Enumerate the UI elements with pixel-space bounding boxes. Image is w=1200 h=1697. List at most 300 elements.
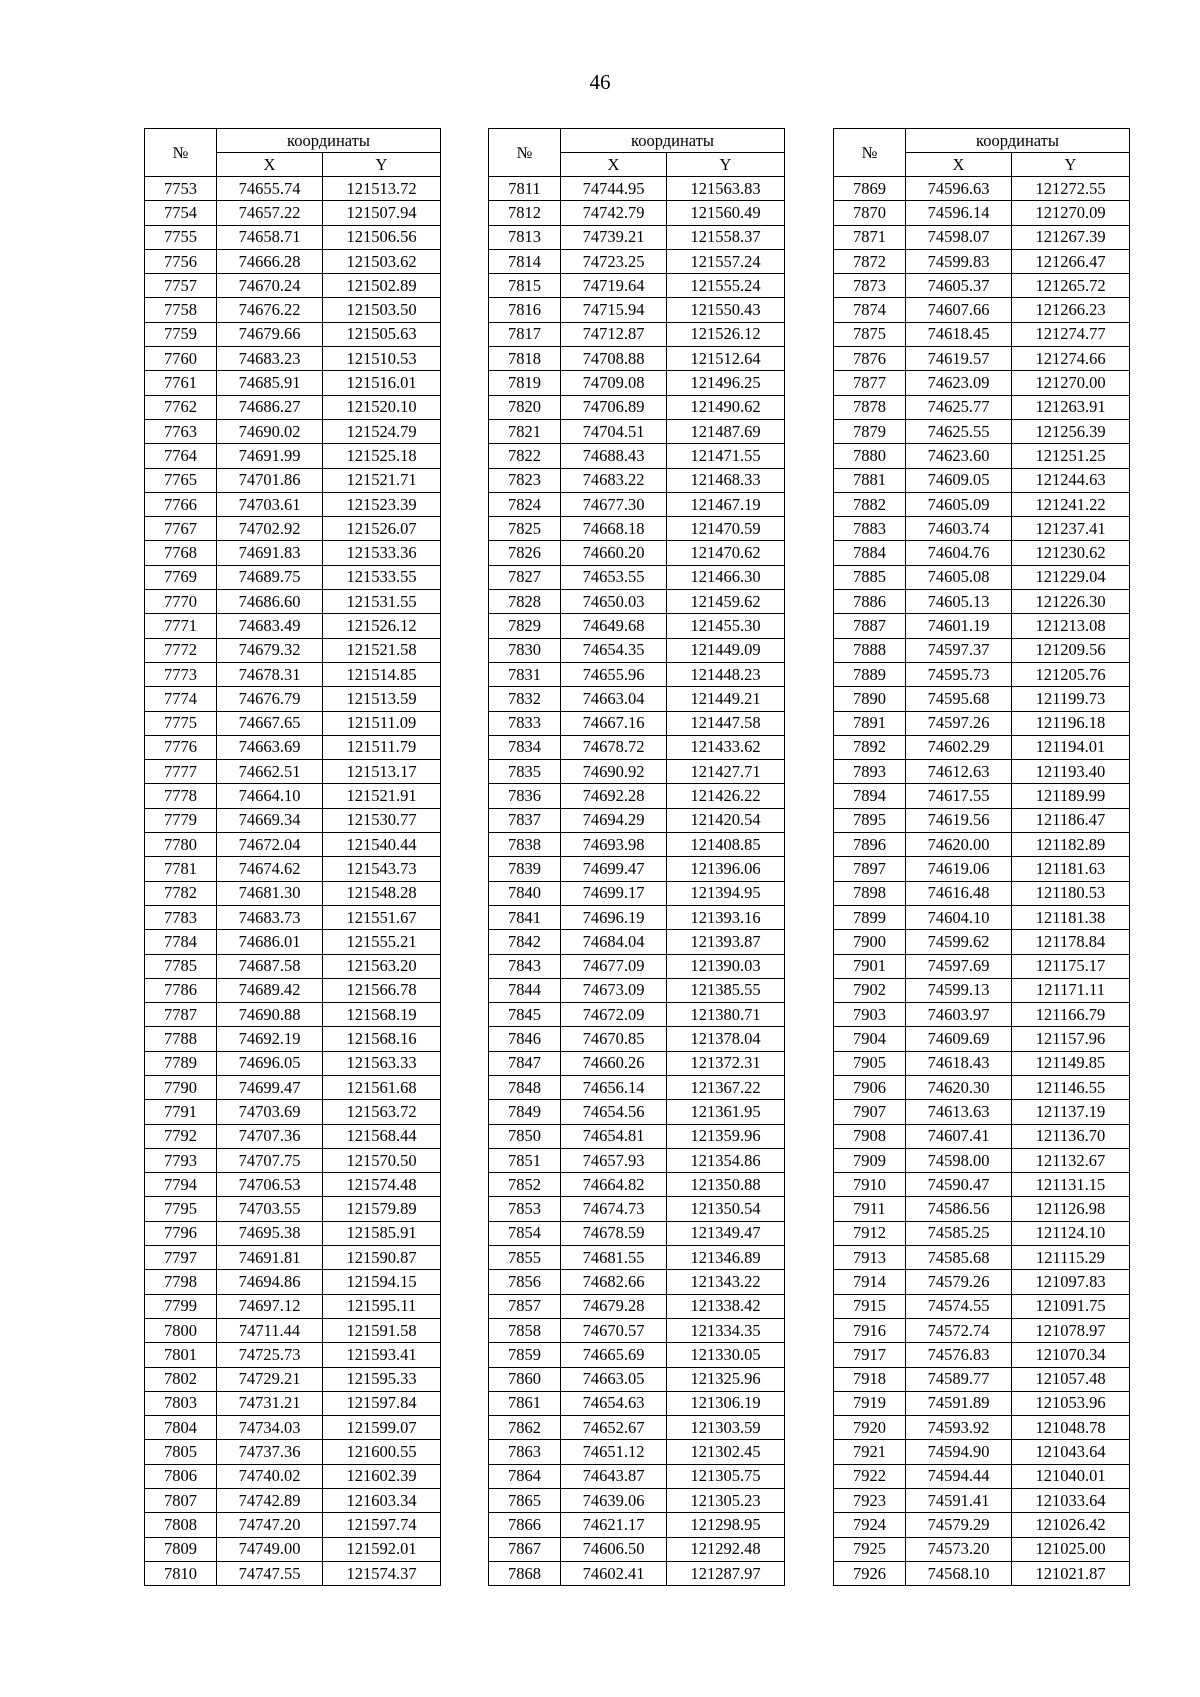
- x-coordinate-cell: 74666.28: [217, 249, 323, 273]
- point-number-cell: 7868: [489, 1561, 561, 1585]
- table-row: [489, 225, 785, 249]
- table-row: [145, 833, 441, 857]
- x-coordinate-cell: 74619.06: [906, 857, 1012, 881]
- table-row: [145, 468, 441, 492]
- point-number-cell: 7859: [489, 1343, 561, 1367]
- point-number-cell: 7838: [489, 833, 561, 857]
- table-row: [834, 249, 1130, 273]
- x-coordinate-cell: 74619.56: [906, 808, 1012, 832]
- table-row: [489, 1197, 785, 1221]
- point-number-cell: 7879: [834, 419, 906, 443]
- point-number-cell: 7774: [145, 687, 217, 711]
- table-row: [489, 565, 785, 589]
- table-row: [489, 1367, 785, 1391]
- table-row: [834, 808, 1130, 832]
- table-row: [145, 565, 441, 589]
- table-row: [145, 201, 441, 225]
- y-coordinate-cell: 121272.55: [1012, 177, 1130, 201]
- point-number-cell: 7924: [834, 1513, 906, 1537]
- table-row: [489, 1489, 785, 1513]
- table-row: [834, 1051, 1130, 1075]
- y-header: Y: [1012, 153, 1130, 177]
- table-row: [489, 1221, 785, 1245]
- y-coordinate-cell: 121505.63: [323, 322, 441, 346]
- y-coordinate-cell: 121471.55: [667, 444, 785, 468]
- point-number-cell: 7789: [145, 1051, 217, 1075]
- table-row: [145, 638, 441, 662]
- table-row: [489, 881, 785, 905]
- y-coordinate-cell: 121303.59: [667, 1416, 785, 1440]
- x-coordinate-cell: 74649.68: [561, 614, 667, 638]
- table-row: [145, 1367, 441, 1391]
- table-row: [489, 1027, 785, 1051]
- point-number-cell: 7872: [834, 249, 906, 273]
- point-number-cell: 7768: [145, 541, 217, 565]
- x-coordinate-cell: 74729.21: [217, 1367, 323, 1391]
- point-number-cell: 7888: [834, 638, 906, 662]
- x-coordinate-cell: 74672.09: [561, 1003, 667, 1027]
- point-number-cell: 7864: [489, 1464, 561, 1488]
- x-coordinate-cell: 74589.77: [906, 1367, 1012, 1391]
- coordinates-table-2: [488, 128, 785, 1586]
- point-number-cell: 7867: [489, 1537, 561, 1561]
- point-number-cell: 7842: [489, 930, 561, 954]
- table-row: [145, 274, 441, 298]
- table-row: [834, 662, 1130, 686]
- x-coordinate-cell: 74707.36: [217, 1124, 323, 1148]
- y-coordinate-cell: 121521.71: [323, 468, 441, 492]
- table-row: [834, 1440, 1130, 1464]
- y-coordinate-cell: 121599.07: [323, 1416, 441, 1440]
- x-coordinate-cell: 74704.51: [561, 419, 667, 443]
- y-coordinate-cell: 121540.44: [323, 833, 441, 857]
- x-coordinate-cell: 74740.02: [217, 1464, 323, 1488]
- y-coordinate-cell: 121136.70: [1012, 1124, 1130, 1148]
- x-coordinate-cell: 74594.44: [906, 1464, 1012, 1488]
- table-row: [145, 444, 441, 468]
- x-coordinate-cell: 74676.22: [217, 298, 323, 322]
- y-coordinate-cell: 121597.74: [323, 1513, 441, 1537]
- point-number-cell: 7758: [145, 298, 217, 322]
- y-coordinate-cell: 121574.48: [323, 1173, 441, 1197]
- point-number-cell: 7863: [489, 1440, 561, 1464]
- x-header: X: [561, 153, 667, 177]
- point-number-cell: 7807: [145, 1489, 217, 1513]
- y-coordinate-cell: 121380.71: [667, 1003, 785, 1027]
- point-number-cell: 7847: [489, 1051, 561, 1075]
- y-coordinate-cell: 121361.95: [667, 1100, 785, 1124]
- y-coordinate-cell: 121350.88: [667, 1173, 785, 1197]
- point-number-cell: 7799: [145, 1294, 217, 1318]
- x-coordinate-cell: 74668.18: [561, 517, 667, 541]
- y-coordinate-cell: 121590.87: [323, 1246, 441, 1270]
- y-coordinate-cell: 121523.39: [323, 492, 441, 516]
- x-coordinate-cell: 74681.55: [561, 1246, 667, 1270]
- point-number-cell: 7901: [834, 954, 906, 978]
- y-coordinate-cell: 121525.18: [323, 444, 441, 468]
- x-coordinate-cell: 74596.63: [906, 177, 1012, 201]
- y-coordinate-cell: 121199.73: [1012, 687, 1130, 711]
- y-coordinate-cell: 121551.67: [323, 905, 441, 929]
- table-row: [489, 590, 785, 614]
- y-coordinate-cell: 121266.47: [1012, 249, 1130, 273]
- x-coordinate-cell: 74678.72: [561, 735, 667, 759]
- y-coordinate-cell: 121543.73: [323, 857, 441, 881]
- table-row: [489, 347, 785, 371]
- x-coordinate-cell: 74639.06: [561, 1489, 667, 1513]
- y-coordinate-cell: 121325.96: [667, 1367, 785, 1391]
- x-coordinate-cell: 74594.90: [906, 1440, 1012, 1464]
- y-coordinate-cell: 121171.11: [1012, 978, 1130, 1002]
- y-coordinate-cell: 121251.25: [1012, 444, 1130, 468]
- point-number-cell: 7841: [489, 905, 561, 929]
- y-coordinate-cell: 121470.59: [667, 517, 785, 541]
- y-coordinate-cell: 121270.00: [1012, 371, 1130, 395]
- table-row: [145, 784, 441, 808]
- table-row: [489, 322, 785, 346]
- point-number-cell: 7777: [145, 760, 217, 784]
- y-coordinate-cell: 121503.50: [323, 298, 441, 322]
- table-row: [834, 322, 1130, 346]
- x-coordinate-cell: 74576.83: [906, 1343, 1012, 1367]
- table-row: [834, 225, 1130, 249]
- y-coordinate-cell: 121305.23: [667, 1489, 785, 1513]
- table-row: [145, 808, 441, 832]
- table-row: [145, 1221, 441, 1245]
- x-coordinate-cell: 74734.03: [217, 1416, 323, 1440]
- y-coordinate-cell: 121408.85: [667, 833, 785, 857]
- x-coordinate-cell: 74679.32: [217, 638, 323, 662]
- y-coordinate-cell: 121449.09: [667, 638, 785, 662]
- y-coordinate-cell: 121048.78: [1012, 1416, 1130, 1440]
- y-header: Y: [667, 153, 785, 177]
- point-number-cell: 7904: [834, 1027, 906, 1051]
- table-row: [489, 954, 785, 978]
- point-number-cell: 7877: [834, 371, 906, 395]
- y-coordinate-cell: 121526.12: [323, 614, 441, 638]
- table-row: [145, 1561, 441, 1585]
- x-coordinate-cell: 74599.13: [906, 978, 1012, 1002]
- y-coordinate-cell: 121166.79: [1012, 1003, 1130, 1027]
- y-coordinate-cell: 121448.23: [667, 662, 785, 686]
- table-row: [489, 541, 785, 565]
- table-row: [145, 1416, 441, 1440]
- table-row: [834, 930, 1130, 954]
- table-row: [145, 881, 441, 905]
- point-number-cell: 7833: [489, 711, 561, 735]
- x-header: X: [906, 153, 1012, 177]
- point-number-cell: 7884: [834, 541, 906, 565]
- table-row: [145, 1294, 441, 1318]
- x-coordinate-cell: 74663.69: [217, 735, 323, 759]
- table-row: [834, 177, 1130, 201]
- point-number-cell: 7862: [489, 1416, 561, 1440]
- x-coordinate-cell: 74744.95: [561, 177, 667, 201]
- x-coordinate-cell: 74573.20: [906, 1537, 1012, 1561]
- point-number-cell: 7875: [834, 322, 906, 346]
- table-row: [489, 517, 785, 541]
- x-coordinate-cell: 74654.63: [561, 1391, 667, 1415]
- x-coordinate-cell: 74660.26: [561, 1051, 667, 1075]
- table-row: [834, 687, 1130, 711]
- x-coordinate-cell: 74686.60: [217, 590, 323, 614]
- point-number-cell: 7819: [489, 371, 561, 395]
- table-row: [834, 1464, 1130, 1488]
- point-number-cell: 7813: [489, 225, 561, 249]
- y-coordinate-cell: 121237.41: [1012, 517, 1130, 541]
- y-coordinate-cell: 121378.04: [667, 1027, 785, 1051]
- y-coordinate-cell: 121487.69: [667, 419, 785, 443]
- y-coordinate-cell: 121390.03: [667, 954, 785, 978]
- x-coordinate-cell: 74688.43: [561, 444, 667, 468]
- x-coordinate-cell: 74691.81: [217, 1246, 323, 1270]
- y-coordinate-cell: 121466.30: [667, 565, 785, 589]
- x-coordinate-cell: 74602.29: [906, 735, 1012, 759]
- point-number-cell: 7767: [145, 517, 217, 541]
- y-coordinate-cell: 121070.34: [1012, 1343, 1130, 1367]
- y-coordinate-cell: 121354.86: [667, 1148, 785, 1172]
- y-coordinate-cell: 121196.18: [1012, 711, 1130, 735]
- point-number-cell: 7889: [834, 662, 906, 686]
- x-coordinate-cell: 74605.09: [906, 492, 1012, 516]
- x-coordinate-cell: 74663.05: [561, 1367, 667, 1391]
- y-coordinate-cell: 121186.47: [1012, 808, 1130, 832]
- point-number-cell: 7856: [489, 1270, 561, 1294]
- point-number-cell: 7876: [834, 347, 906, 371]
- table-row: [145, 687, 441, 711]
- table-row: [489, 1537, 785, 1561]
- x-coordinate-cell: 74599.83: [906, 249, 1012, 273]
- y-coordinate-cell: 121097.83: [1012, 1270, 1130, 1294]
- coordinates-header: координаты: [561, 129, 785, 153]
- y-coordinate-cell: 121514.85: [323, 662, 441, 686]
- point-number-cell: 7830: [489, 638, 561, 662]
- x-coordinate-cell: 74591.41: [906, 1489, 1012, 1513]
- y-coordinate-cell: 121516.01: [323, 371, 441, 395]
- y-coordinate-cell: 121503.62: [323, 249, 441, 273]
- x-coordinate-cell: 74686.01: [217, 930, 323, 954]
- point-number-cell: 7857: [489, 1294, 561, 1318]
- y-coordinate-cell: 121511.79: [323, 735, 441, 759]
- y-coordinate-cell: 121591.58: [323, 1318, 441, 1342]
- table-row: [834, 614, 1130, 638]
- point-number-cell: 7883: [834, 517, 906, 541]
- x-coordinate-cell: 74597.26: [906, 711, 1012, 735]
- y-coordinate-cell: 121213.08: [1012, 614, 1130, 638]
- x-coordinate-cell: 74672.04: [217, 833, 323, 857]
- table-row: [145, 517, 441, 541]
- x-coordinate-cell: 74591.89: [906, 1391, 1012, 1415]
- point-number-cell: 7908: [834, 1124, 906, 1148]
- y-coordinate-cell: 121563.20: [323, 954, 441, 978]
- x-coordinate-cell: 74665.69: [561, 1343, 667, 1367]
- point-number-cell: 7885: [834, 565, 906, 589]
- x-coordinate-cell: 74674.73: [561, 1197, 667, 1221]
- table-row: [834, 274, 1130, 298]
- y-coordinate-cell: 121346.89: [667, 1246, 785, 1270]
- y-coordinate-cell: 121302.45: [667, 1440, 785, 1464]
- point-number-cell: 7853: [489, 1197, 561, 1221]
- x-coordinate-cell: 74601.19: [906, 614, 1012, 638]
- y-coordinate-cell: 121490.62: [667, 395, 785, 419]
- x-coordinate-cell: 74579.26: [906, 1270, 1012, 1294]
- y-coordinate-cell: 121385.55: [667, 978, 785, 1002]
- point-number-cell: 7922: [834, 1464, 906, 1488]
- x-coordinate-cell: 74701.86: [217, 468, 323, 492]
- y-coordinate-cell: 121343.22: [667, 1270, 785, 1294]
- y-coordinate-cell: 121298.95: [667, 1513, 785, 1537]
- point-number-cell: 7825: [489, 517, 561, 541]
- x-coordinate-cell: 74596.14: [906, 201, 1012, 225]
- x-coordinate-cell: 74604.76: [906, 541, 1012, 565]
- x-coordinate-cell: 74572.74: [906, 1318, 1012, 1342]
- table-row: [834, 1513, 1130, 1537]
- point-number-cell: 7902: [834, 978, 906, 1002]
- point-number-cell: 7850: [489, 1124, 561, 1148]
- y-coordinate-cell: 121181.38: [1012, 905, 1130, 929]
- y-coordinate-cell: 121426.22: [667, 784, 785, 808]
- x-coordinate-cell: 74654.81: [561, 1124, 667, 1148]
- point-number-cell: 7794: [145, 1173, 217, 1197]
- point-number-cell: 7759: [145, 322, 217, 346]
- y-coordinate-cell: 121433.62: [667, 735, 785, 759]
- table-row: [834, 444, 1130, 468]
- x-coordinate-cell: 74692.19: [217, 1027, 323, 1051]
- y-coordinate-cell: 121306.19: [667, 1391, 785, 1415]
- point-number-cell: 7920: [834, 1416, 906, 1440]
- point-number-cell: 7817: [489, 322, 561, 346]
- y-coordinate-cell: 121513.59: [323, 687, 441, 711]
- y-coordinate-cell: 121394.95: [667, 881, 785, 905]
- x-coordinate-cell: 74689.75: [217, 565, 323, 589]
- table-row: [145, 419, 441, 443]
- x-coordinate-cell: 74723.25: [561, 249, 667, 273]
- table-row: [834, 638, 1130, 662]
- x-coordinate-cell: 74595.68: [906, 687, 1012, 711]
- x-coordinate-cell: 74694.86: [217, 1270, 323, 1294]
- y-coordinate-cell: 121560.49: [667, 201, 785, 225]
- coordinates-table-3: [833, 128, 1130, 1586]
- y-coordinate-cell: 121043.64: [1012, 1440, 1130, 1464]
- y-coordinate-cell: 121137.19: [1012, 1100, 1130, 1124]
- point-number-cell: 7915: [834, 1294, 906, 1318]
- x-coordinate-cell: 74597.37: [906, 638, 1012, 662]
- x-coordinate-cell: 74719.64: [561, 274, 667, 298]
- point-number-cell: 7912: [834, 1221, 906, 1245]
- point-number-cell: 7786: [145, 978, 217, 1002]
- point-number-cell: 7773: [145, 662, 217, 686]
- table-row: [834, 1100, 1130, 1124]
- point-number-cell: 7895: [834, 808, 906, 832]
- y-coordinate-cell: 121561.68: [323, 1075, 441, 1099]
- point-number-cell: 7861: [489, 1391, 561, 1415]
- table-row: [145, 1075, 441, 1099]
- y-coordinate-cell: 121512.64: [667, 347, 785, 371]
- x-coordinate-cell: 74625.55: [906, 419, 1012, 443]
- point-number-cell: 7810: [145, 1561, 217, 1585]
- x-coordinate-cell: 74703.55: [217, 1197, 323, 1221]
- y-coordinate-cell: 121526.12: [667, 322, 785, 346]
- table-row: [145, 225, 441, 249]
- x-coordinate-cell: 74657.93: [561, 1148, 667, 1172]
- x-coordinate-cell: 74621.17: [561, 1513, 667, 1537]
- table-row: [489, 1075, 785, 1099]
- x-coordinate-cell: 74681.30: [217, 881, 323, 905]
- y-coordinate-cell: 121182.89: [1012, 833, 1130, 857]
- x-coordinate-cell: 74683.73: [217, 905, 323, 929]
- table-row: [145, 857, 441, 881]
- table-row: [145, 905, 441, 929]
- x-coordinate-cell: 74606.50: [561, 1537, 667, 1561]
- y-coordinate-cell: 121530.77: [323, 808, 441, 832]
- x-coordinate-cell: 74747.55: [217, 1561, 323, 1585]
- x-coordinate-cell: 74703.69: [217, 1100, 323, 1124]
- point-number-cell: 7787: [145, 1003, 217, 1027]
- y-coordinate-cell: 121593.41: [323, 1343, 441, 1367]
- y-coordinate-cell: 121021.87: [1012, 1561, 1130, 1585]
- table-row: [489, 687, 785, 711]
- x-coordinate-cell: 74696.19: [561, 905, 667, 929]
- point-number-cell: 7770: [145, 590, 217, 614]
- point-number-cell: 7925: [834, 1537, 906, 1561]
- table-row: [834, 1197, 1130, 1221]
- x-coordinate-cell: 74625.77: [906, 395, 1012, 419]
- table-row: [145, 954, 441, 978]
- table-row: [145, 1513, 441, 1537]
- x-coordinate-cell: 74677.09: [561, 954, 667, 978]
- x-coordinate-cell: 74655.74: [217, 177, 323, 201]
- number-header: №: [145, 129, 217, 177]
- y-coordinate-cell: 121226.30: [1012, 590, 1130, 614]
- y-coordinate-cell: 121367.22: [667, 1075, 785, 1099]
- table-row: [834, 735, 1130, 759]
- table-row: [489, 395, 785, 419]
- point-number-cell: 7802: [145, 1367, 217, 1391]
- x-coordinate-cell: 74653.55: [561, 565, 667, 589]
- table-row: [834, 1489, 1130, 1513]
- y-coordinate-cell: 121033.64: [1012, 1489, 1130, 1513]
- y-coordinate-cell: 121393.16: [667, 905, 785, 929]
- x-coordinate-cell: 74683.49: [217, 614, 323, 638]
- point-number-cell: 7848: [489, 1075, 561, 1099]
- x-coordinate-cell: 74619.57: [906, 347, 1012, 371]
- y-coordinate-cell: 121205.76: [1012, 662, 1130, 686]
- point-number-cell: 7761: [145, 371, 217, 395]
- table-row: [145, 1051, 441, 1075]
- point-number-cell: 7762: [145, 395, 217, 419]
- y-coordinate-cell: 121132.67: [1012, 1148, 1130, 1172]
- table-row: [145, 978, 441, 1002]
- point-number-cell: 7754: [145, 201, 217, 225]
- x-coordinate-cell: 74678.31: [217, 662, 323, 686]
- y-coordinate-cell: 121267.39: [1012, 225, 1130, 249]
- point-number-cell: 7870: [834, 201, 906, 225]
- x-coordinate-cell: 74691.83: [217, 541, 323, 565]
- table-row: [489, 1051, 785, 1075]
- table-row: [145, 492, 441, 516]
- point-number-cell: 7844: [489, 978, 561, 1002]
- point-number-cell: 7840: [489, 881, 561, 905]
- x-coordinate-cell: 74604.10: [906, 905, 1012, 929]
- x-coordinate-cell: 74731.21: [217, 1391, 323, 1415]
- x-coordinate-cell: 74585.68: [906, 1246, 1012, 1270]
- x-coordinate-cell: 74654.56: [561, 1100, 667, 1124]
- y-coordinate-cell: 121025.00: [1012, 1537, 1130, 1561]
- point-number-cell: 7919: [834, 1391, 906, 1415]
- table-row: [489, 857, 785, 881]
- point-number-cell: 7823: [489, 468, 561, 492]
- table-row: [834, 1173, 1130, 1197]
